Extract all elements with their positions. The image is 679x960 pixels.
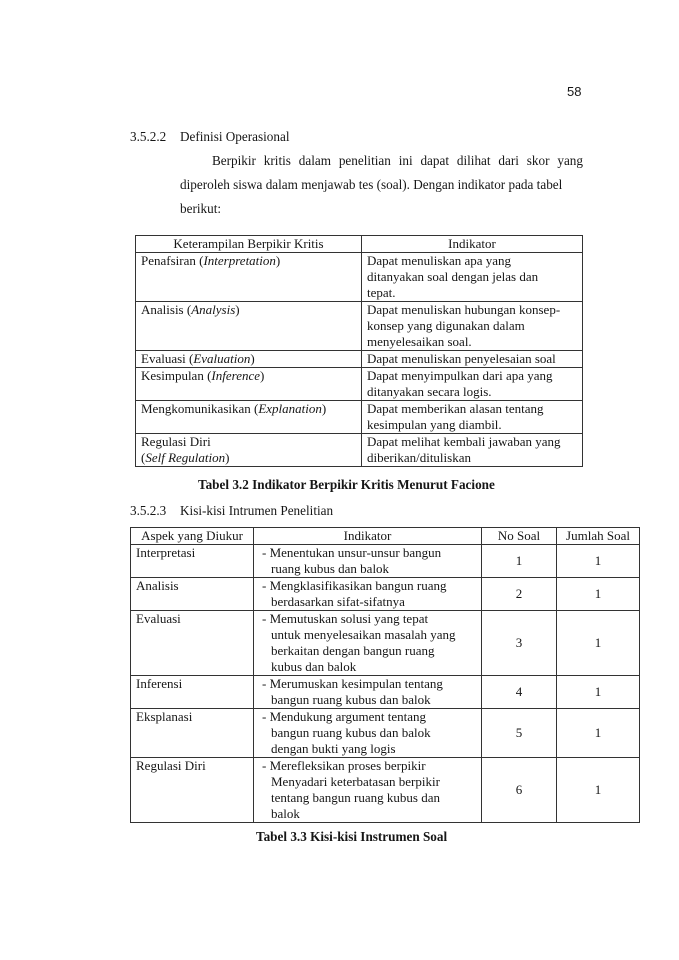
question-number-cell: 5 [482, 709, 557, 758]
table-row [131, 545, 640, 578]
skill-cell: Penafsiran (Interpretation) [136, 253, 362, 302]
paragraph-line: diperoleh siswa dalam menjawab tes (soal). Dengan indikator pada tabel [180, 177, 563, 192]
indicator-cell: - Menentukan unsur-unsur bangun ruang kubus dan balok [254, 545, 482, 578]
question-number-cell: 6 [482, 758, 557, 823]
header-cell: Indikator [362, 236, 583, 253]
table-row [136, 434, 583, 467]
paragraph-line: Berpikir kritis dalam penelitian ini dapat dilihat dari skor yang [212, 153, 583, 168]
indicator-cell: - Mengklasifikasikan bangun ruang berdasarkan sifat-sifatnya [254, 578, 482, 611]
table-row [131, 611, 640, 676]
table-row [131, 676, 640, 709]
question-number-cell: 1 [482, 545, 557, 578]
indicator-cell: Dapat melihat kembali jawaban yang diberikan/dituliskan [362, 434, 583, 467]
table-header-row [136, 236, 583, 253]
aspect-cell: Analisis [131, 578, 254, 611]
indicator-cell: Dapat menyimpulkan dari apa yang ditanyakan secara logis. [362, 368, 583, 401]
question-count-cell: 1 [557, 611, 640, 676]
table-header-row [131, 528, 640, 545]
indicator-cell: - Merumuskan kesimpulan tentang bangun ruang kubus dan balok [254, 676, 482, 709]
indicator-cell: - Merefleksikan proses berpikir Menyadari keterbatasan berpikir tentang bangun ruang kubus dan balok [254, 758, 482, 823]
question-count-cell: 1 [557, 758, 640, 823]
table-row [136, 401, 583, 434]
instrument-grid-table [130, 527, 640, 823]
aspect-cell: Inferensi [131, 676, 254, 709]
aspect-cell: Eksplanasi [131, 709, 254, 758]
indicator-cell: Dapat menuliskan apa yang ditanyakan soal dengan jelas dan tepat. [362, 253, 583, 302]
indicator-cell: - Memutuskan solusi yang tepat untuk menyelesaikan masalah yang berkaitan dengan bangun ruang kubus dan balok [254, 611, 482, 676]
page-number: 58 [567, 84, 582, 99]
table-row [136, 302, 583, 351]
table-caption: Tabel 3.2 Indikator Berpikir Kritis Menurut Facione [198, 477, 495, 492]
skill-cell: Regulasi Diri (Self Regulation) [136, 434, 362, 467]
table-row [131, 709, 640, 758]
indicator-cell: Dapat menuliskan penyelesaian soal [362, 351, 583, 368]
section-heading-definisi [130, 129, 290, 145]
question-count-cell: 1 [557, 578, 640, 611]
section-heading-kisi-kisi [130, 503, 333, 519]
question-number-cell: 3 [482, 611, 557, 676]
section-title: Kisi-kisi Intrumen Penelitian [180, 503, 334, 518]
skill-cell: Kesimpulan (Inference) [136, 368, 362, 401]
question-count-cell: 1 [557, 709, 640, 758]
header-cell: Indikator [254, 528, 482, 545]
skill-cell: Evaluasi (Evaluation) [136, 351, 362, 368]
question-number-cell: 2 [482, 578, 557, 611]
paragraph [180, 149, 583, 221]
header-cell: Jumlah Soal [557, 528, 640, 545]
section-title: Definisi Operasional [180, 129, 290, 144]
aspect-cell: Evaluasi [131, 611, 254, 676]
question-count-cell: 1 [557, 676, 640, 709]
table-row [131, 758, 640, 823]
section-number: 3.5.2.2 [130, 129, 167, 144]
table-caption: Tabel 3.3 Kisi-kisi Instrumen Soal [256, 829, 448, 844]
header-cell: No Soal [482, 528, 557, 545]
indicator-cell: Dapat menuliskan hubungan konsep- konsep yang digunakan dalam menyelesaikan soal. [362, 302, 583, 351]
question-count-cell: 1 [557, 545, 640, 578]
table-row [136, 368, 583, 401]
aspect-cell: Regulasi Diri [131, 758, 254, 823]
indicator-cell: Dapat memberikan alasan tentang kesimpulan yang diambil. [362, 401, 583, 434]
table-row [136, 253, 583, 302]
skill-cell: Analisis (Analysis) [136, 302, 362, 351]
skill-cell: Mengkomunikasikan (Explanation) [136, 401, 362, 434]
header-cell: Keterampilan Berpikir Kritis [136, 236, 362, 253]
question-number-cell: 4 [482, 676, 557, 709]
indicator-cell: - Mendukung argument tentang bangun ruang kubus dan balok dengan bukti yang logis [254, 709, 482, 758]
table-row [131, 578, 640, 611]
section-number: 3.5.2.3 [130, 503, 167, 518]
header-cell: Aspek yang Diukur [131, 528, 254, 545]
paragraph-line: berikut: [180, 201, 222, 216]
aspect-cell: Interpretasi [131, 545, 254, 578]
table-row [136, 351, 583, 368]
critical-thinking-indicator-table [135, 235, 583, 467]
